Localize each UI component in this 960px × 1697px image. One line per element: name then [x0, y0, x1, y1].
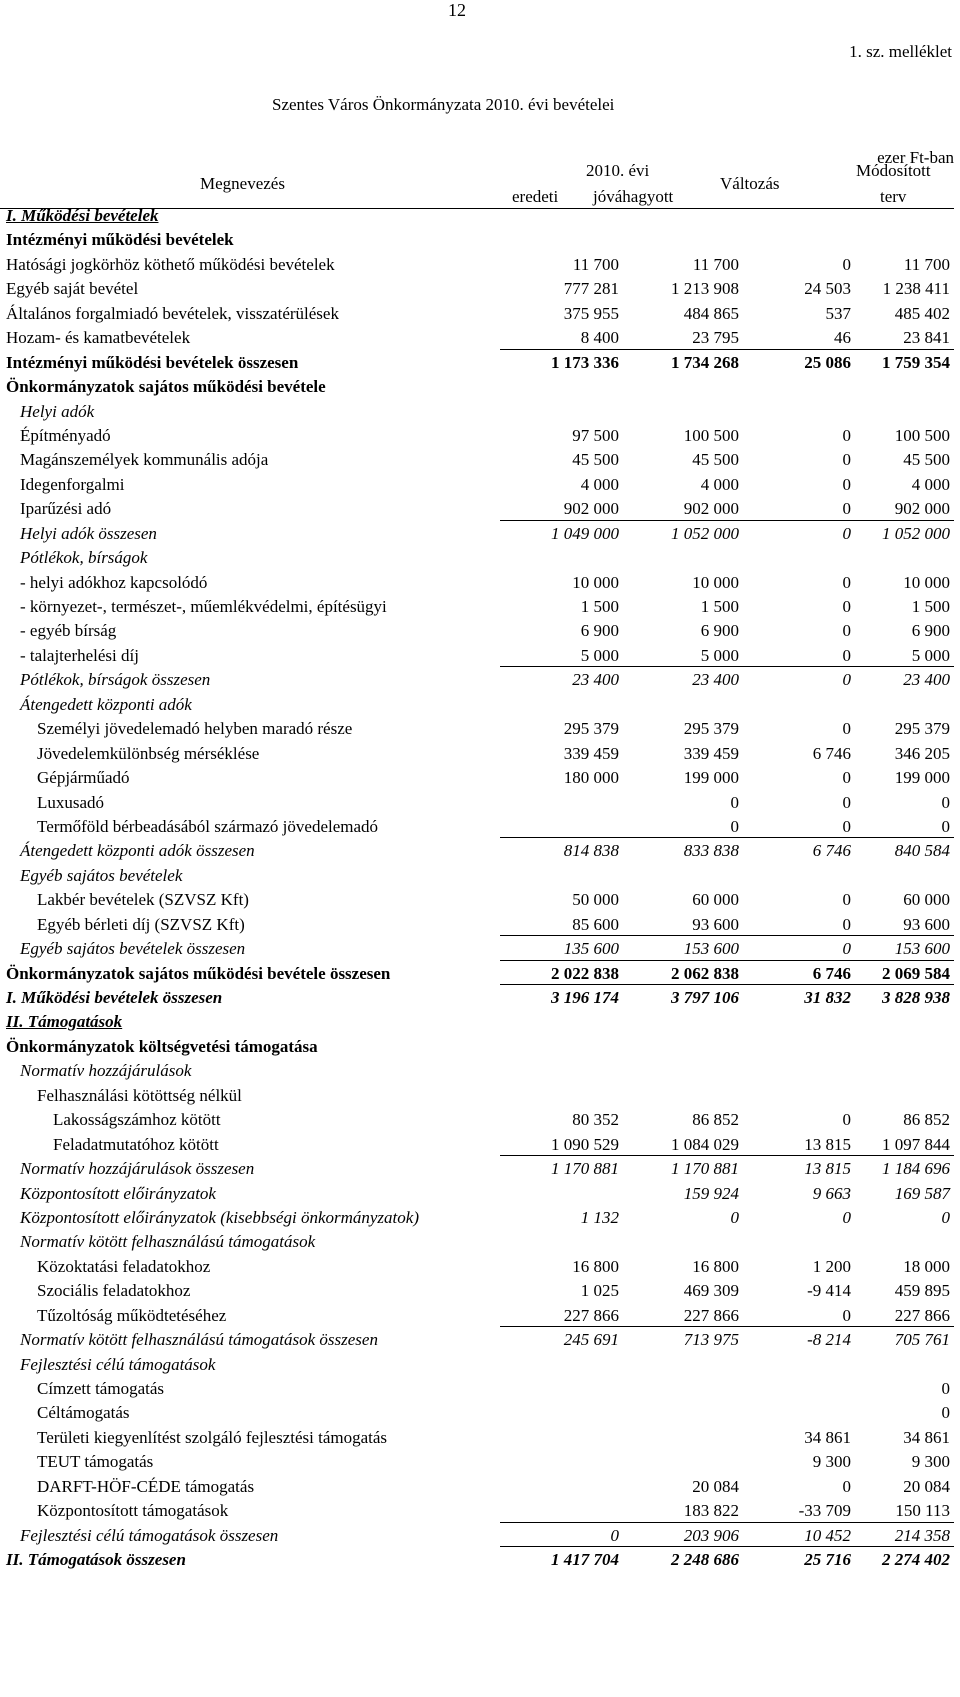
table-row — [0, 1084, 954, 1108]
cell-approved: 295 379 — [683, 719, 739, 739]
cell-original: 1 417 704 — [551, 1550, 619, 1570]
table-row — [0, 595, 954, 619]
row-label: Önkormányzatok sajátos működési bevétele összesen — [6, 963, 391, 983]
table-row — [0, 913, 954, 937]
subtotal-rule — [500, 349, 954, 350]
row-label: Helyi adók — [20, 401, 95, 421]
cell-modified: 20 084 — [903, 1476, 950, 1496]
cell-change: 0 — [842, 621, 851, 641]
cell-original: 1 170 881 — [551, 1159, 619, 1179]
table-row — [0, 1426, 954, 1450]
row-label: Normatív kötött felhasználású támogatások — [20, 1232, 316, 1252]
row-label: Intézményi működési bevételek összesen — [6, 352, 299, 372]
row-label: Hatósági jogkörhöz köthető működési bevételek — [6, 254, 335, 274]
table-row — [0, 204, 954, 228]
cell-original: 10 000 — [572, 572, 619, 592]
header-modified: Módosított — [856, 161, 931, 180]
cell-change: -8 214 — [807, 1330, 851, 1350]
row-label: Felhasználási kötöttség nélkül — [37, 1085, 242, 1105]
cell-change: 34 861 — [804, 1427, 851, 1447]
cell-original: 45 500 — [572, 450, 619, 470]
table-row — [0, 1524, 954, 1548]
cell-original: 2 022 838 — [551, 963, 619, 983]
cell-original: 295 379 — [563, 719, 619, 739]
cell-original: 50 000 — [572, 890, 619, 910]
cell-change: 46 — [834, 328, 851, 348]
table-row — [0, 1230, 954, 1254]
cell-change: 1 200 — [812, 1256, 851, 1276]
subtotal-rule — [500, 935, 954, 936]
cell-modified: 2 274 402 — [882, 1550, 950, 1570]
row-label: Szociális feladatokhoz — [37, 1281, 191, 1301]
row-label: - helyi adókhoz kapcsolódó — [20, 572, 208, 592]
row-label: Helyi adók összesen — [20, 523, 157, 543]
table-row — [0, 986, 954, 1010]
cell-original: 245 691 — [563, 1330, 619, 1350]
cell-modified: 5 000 — [911, 645, 950, 665]
cell-change: 0 — [842, 1207, 851, 1227]
cell-change: 0 — [842, 939, 851, 959]
row-label: Személyi jövedelemadó helyben maradó része — [37, 719, 353, 739]
cell-approved: 713 975 — [683, 1330, 739, 1350]
cell-modified: 227 866 — [894, 1305, 950, 1325]
revenue-table — [0, 204, 954, 1573]
cell-modified: 199 000 — [894, 768, 950, 788]
cell-modified: 4 000 — [911, 474, 950, 494]
header-change: Változás — [720, 174, 780, 193]
row-label: Lakosságszámhoz kötött — [53, 1110, 221, 1130]
header-original: eredeti — [512, 187, 559, 206]
row-label: Egyéb sajátos bevételek összesen — [20, 939, 246, 959]
table-row — [0, 326, 954, 350]
cell-modified: 6 900 — [911, 621, 950, 641]
cell-modified: 153 600 — [894, 939, 950, 959]
table-row — [0, 815, 954, 839]
row-label: Normatív hozzájárulások — [20, 1061, 192, 1081]
table-row — [0, 644, 954, 668]
cell-approved: 183 822 — [683, 1501, 739, 1521]
table-row — [0, 424, 954, 448]
cell-approved: 5 000 — [700, 645, 739, 665]
cell-change: 0 — [842, 768, 851, 788]
cell-approved: 469 309 — [683, 1281, 739, 1301]
subtotal-rule — [500, 1155, 954, 1156]
cell-approved: 100 500 — [683, 425, 739, 445]
header-modified-plan: terv — [880, 187, 907, 206]
cell-original: 97 500 — [572, 425, 619, 445]
row-label: Építményadó — [20, 425, 111, 445]
cell-modified: 3 828 938 — [882, 988, 950, 1007]
cell-modified: 34 861 — [903, 1427, 950, 1447]
row-label: Egyéb saját bevétel — [6, 279, 139, 299]
cell-approved: 1 500 — [700, 597, 739, 616]
cell-approved: 4 000 — [700, 474, 739, 494]
table-row — [0, 1133, 954, 1157]
cell-modified: 485 402 — [894, 303, 950, 323]
row-label: Központosított támogatások — [37, 1501, 229, 1521]
row-label: Önkormányzatok sajátos működési bevétele — [6, 377, 326, 397]
row-label: Átengedett központi adók összesen — [20, 841, 255, 861]
page-title: Szentes Város Önkormányzata 2010. évi bevételei — [272, 95, 615, 114]
cell-modified: 45 500 — [903, 450, 950, 470]
table-row — [0, 1328, 954, 1352]
cell-modified: 1 184 696 — [882, 1159, 950, 1179]
cell-change: 13 815 — [804, 1159, 851, 1179]
cell-modified: 295 379 — [894, 719, 950, 739]
row-label: Feladatmutatóhoz kötött — [53, 1134, 219, 1154]
table-row — [0, 1108, 954, 1132]
cell-approved: 203 906 — [683, 1525, 739, 1545]
cell-original: 227 866 — [563, 1305, 619, 1325]
cell-change: 0 — [842, 645, 851, 665]
annex-label: 1. sz. melléklet — [849, 42, 952, 61]
cell-approved: 16 800 — [692, 1256, 739, 1276]
row-label: Idegenforgalmi — [20, 474, 125, 494]
cell-approved: 1 084 029 — [671, 1134, 739, 1154]
cell-approved: 1 213 908 — [671, 279, 739, 299]
cell-approved: 1 170 881 — [671, 1159, 739, 1179]
table-row — [0, 742, 954, 766]
cell-change: 24 503 — [804, 279, 851, 299]
table-row — [0, 717, 954, 741]
cell-approved: 1 734 268 — [671, 352, 739, 372]
header-name: Megnevezés — [200, 174, 285, 193]
row-label: Céltámogatás — [37, 1403, 130, 1423]
cell-original: 339 459 — [563, 743, 619, 763]
cell-change: 6 746 — [812, 841, 851, 861]
cell-original: 1 173 336 — [551, 352, 619, 372]
row-label: Pótlékok, bírságok — [20, 548, 148, 568]
cell-approved: 23 400 — [692, 670, 739, 690]
cell-change: 0 — [842, 719, 851, 739]
table-row — [0, 839, 954, 863]
cell-modified: 459 895 — [894, 1281, 950, 1301]
cell-modified: 1 238 411 — [882, 279, 950, 299]
cell-modified: 2 069 584 — [882, 963, 950, 983]
cell-modified: 150 113 — [895, 1501, 950, 1521]
cell-approved: 60 000 — [692, 890, 739, 910]
cell-change: 6 746 — [812, 963, 851, 983]
cell-approved: 10 000 — [692, 572, 739, 592]
table-row — [0, 937, 954, 961]
cell-approved: 833 838 — [683, 841, 739, 861]
row-label: Általános forgalmiadó bevételek, visszatérülések — [6, 303, 339, 323]
cell-modified: 0 — [941, 1403, 950, 1423]
subtotal-rule — [500, 666, 954, 667]
cell-modified: 705 761 — [894, 1330, 950, 1350]
cell-modified: 11 700 — [903, 254, 950, 274]
row-label: II. Támogatások — [6, 1012, 123, 1032]
cell-modified: 100 500 — [894, 425, 950, 445]
cell-approved: 153 600 — [683, 939, 739, 959]
cell-original: 375 955 — [563, 303, 619, 323]
cell-change: 25 086 — [804, 352, 851, 372]
table-row — [0, 864, 954, 888]
row-label: Magánszemélyek kommunális adója — [20, 450, 269, 470]
table-row — [0, 1377, 954, 1401]
cell-modified: 93 600 — [903, 914, 950, 934]
cell-original: 3 196 174 — [551, 988, 619, 1007]
cell-change: 9 300 — [812, 1452, 851, 1472]
table-row — [0, 1206, 954, 1230]
table-row — [0, 1353, 954, 1377]
row-label: II. Támogatások összesen — [6, 1550, 186, 1570]
cell-original: 5 000 — [580, 645, 619, 665]
table-row — [0, 1182, 954, 1206]
row-label: I. Működési bevételek összesen — [6, 988, 223, 1007]
table-row — [0, 1035, 954, 1059]
cell-modified: 169 587 — [894, 1183, 950, 1203]
row-label: Luxusadó — [37, 792, 105, 812]
table-row — [0, 1450, 954, 1474]
row-label: Átengedett központi adók — [20, 694, 192, 714]
table-row — [0, 1255, 954, 1279]
row-label: Önkormányzatok költségvetési támogatása — [6, 1036, 318, 1056]
row-label: Fejlesztési célú támogatások — [20, 1354, 216, 1374]
cell-change: 31 832 — [804, 988, 851, 1007]
cell-change: 0 — [842, 890, 851, 910]
cell-change: 6 746 — [812, 743, 851, 763]
table-row — [0, 1475, 954, 1499]
cell-change: 13 815 — [804, 1134, 851, 1154]
table-row — [0, 400, 954, 424]
row-label: Tűzoltóság működtetéséhez — [37, 1305, 227, 1325]
cell-change: 25 716 — [804, 1550, 851, 1570]
cell-approved: 86 852 — [692, 1110, 739, 1130]
cell-modified: 346 205 — [894, 743, 950, 763]
cell-approved: 20 084 — [692, 1476, 739, 1496]
row-label: Gépjárműadó — [37, 768, 130, 788]
cell-approved: 45 500 — [692, 450, 739, 470]
cell-modified: 840 584 — [894, 841, 950, 861]
row-label: - talajterhelési díj — [20, 645, 139, 665]
unit-label: ezer Ft-ban — [877, 148, 954, 167]
table-row — [0, 693, 954, 717]
cell-approved: 6 900 — [700, 621, 739, 641]
table-row — [0, 302, 954, 326]
cell-change: 0 — [842, 425, 851, 445]
cell-change: 9 663 — [812, 1183, 851, 1203]
cell-approved: 2 062 838 — [671, 963, 739, 983]
row-label: Központosított előirányzatok (kisebbségi önkormányzatok) — [20, 1207, 419, 1227]
cell-original: 1 132 — [580, 1207, 619, 1227]
row-label: - környezet-, természet-, műemlékvédelmi, építésügyi — [20, 597, 387, 616]
cell-original: 0 — [610, 1525, 619, 1545]
cell-modified: 1 052 000 — [882, 523, 950, 543]
cell-change: 0 — [842, 1476, 851, 1496]
table-row — [0, 1401, 954, 1425]
cell-modified: 902 000 — [894, 499, 950, 519]
cell-modified: 214 358 — [894, 1525, 950, 1545]
cell-modified: 0 — [941, 1207, 950, 1227]
header-approved: jóváhagyott — [593, 187, 674, 206]
cell-modified: 9 300 — [911, 1452, 950, 1472]
cell-approved: 484 865 — [683, 303, 739, 323]
cell-change: 0 — [842, 816, 851, 836]
table-row — [0, 1010, 954, 1034]
cell-approved: 199 000 — [683, 768, 739, 788]
table-row — [0, 1059, 954, 1083]
cell-original: 1 500 — [580, 597, 619, 616]
cell-change: 537 — [825, 303, 851, 323]
cell-change: 0 — [842, 792, 851, 812]
header-year: 2010. évi — [586, 161, 650, 180]
cell-modified: 1 097 844 — [882, 1134, 950, 1154]
subtotal-rule — [500, 1326, 954, 1327]
cell-modified: 60 000 — [903, 890, 950, 910]
table-row — [0, 522, 954, 546]
table-row — [0, 228, 954, 252]
cell-original: 16 800 — [572, 1256, 619, 1276]
cell-original: 6 900 — [580, 621, 619, 641]
table-row — [0, 497, 954, 521]
row-label: Jövedelemkülönbség mérséklése — [37, 743, 260, 763]
cell-change: 0 — [842, 450, 851, 470]
row-label: Címzett támogatás — [37, 1379, 164, 1398]
row-label: Termőföld bérbeadásából származó jövedelemadó — [37, 816, 379, 836]
cell-approved: 227 866 — [683, 1305, 739, 1325]
table-row — [0, 791, 954, 815]
cell-modified: 18 000 — [903, 1256, 950, 1276]
row-label: Területi kiegyenlítést szolgáló fejlesztési támogatás — [37, 1427, 388, 1447]
row-label: Iparűzési adó — [20, 499, 112, 519]
cell-change: 0 — [842, 670, 851, 690]
table-row — [0, 619, 954, 643]
row-label: Egyéb sajátos bevételek — [20, 865, 183, 885]
cell-approved: 0 — [730, 1207, 739, 1227]
cell-modified: 0 — [941, 1379, 950, 1398]
cell-modified: 1 500 — [911, 597, 950, 616]
cell-change: 0 — [842, 474, 851, 494]
table-row — [0, 962, 954, 986]
cell-approved: 902 000 — [683, 499, 739, 519]
row-label: Egyéb bérleti díj (SZVSZ Kft) — [37, 914, 245, 934]
table-row — [0, 571, 954, 595]
table-row — [0, 351, 954, 375]
cell-modified: 10 000 — [903, 572, 950, 592]
table-row — [0, 1279, 954, 1303]
cell-change: 0 — [842, 254, 851, 274]
cell-approved: 0 — [730, 792, 739, 812]
row-label: Normatív hozzájárulások összesen — [20, 1159, 255, 1179]
cell-approved: 339 459 — [683, 743, 739, 763]
table-row — [0, 668, 954, 692]
cell-change: 0 — [842, 572, 851, 592]
cell-modified: 0 — [941, 816, 950, 836]
cell-modified: 23 841 — [903, 328, 950, 348]
subtotal-rule — [500, 1522, 954, 1523]
cell-approved: 2 248 686 — [671, 1550, 739, 1570]
cell-change: 0 — [842, 597, 851, 616]
cell-original: 1 090 529 — [551, 1134, 619, 1154]
table-row — [0, 1499, 954, 1523]
cell-original: 85 600 — [572, 914, 619, 934]
cell-modified: 86 852 — [903, 1110, 950, 1130]
table-row — [0, 888, 954, 912]
cell-original: 4 000 — [580, 474, 619, 494]
row-label: Közoktatási feladatokhoz — [37, 1256, 211, 1276]
row-label: DARFT-HÖF-CÉDE támogatás — [37, 1476, 255, 1496]
row-label: TEUT támogatás — [37, 1452, 154, 1472]
cell-approved: 23 795 — [692, 328, 739, 348]
table-row — [0, 277, 954, 301]
cell-change: 0 — [842, 499, 851, 519]
cell-original: 1 025 — [580, 1281, 619, 1301]
cell-approved: 1 052 000 — [671, 523, 739, 543]
table-row — [0, 1304, 954, 1328]
cell-approved: 11 700 — [692, 254, 739, 274]
cell-change: -33 709 — [798, 1501, 851, 1521]
subtotal-rule — [500, 960, 954, 961]
row-label: Hozam- és kamatbevételek — [6, 328, 191, 348]
table-row — [0, 1548, 954, 1572]
cell-original: 902 000 — [563, 499, 619, 519]
row-label: Fejlesztési célú támogatások összesen — [20, 1525, 279, 1545]
subtotal-rule — [500, 520, 954, 521]
row-label: Normatív kötött felhasználású támogatások összesen — [20, 1330, 378, 1350]
cell-modified: 0 — [941, 792, 950, 812]
row-label: - egyéb bírság — [20, 621, 117, 641]
page-number: 12 — [448, 0, 466, 20]
cell-modified: 23 400 — [903, 670, 950, 690]
row-label: Intézményi működési bevételek — [6, 230, 234, 250]
cell-original: 814 838 — [563, 841, 619, 861]
cell-original: 777 281 — [563, 279, 619, 299]
cell-approved: 159 924 — [683, 1183, 739, 1203]
row-label: Lakbér bevételek (SZVSZ Kft) — [37, 890, 249, 910]
cell-original: 8 400 — [580, 328, 619, 348]
table-row — [0, 473, 954, 497]
cell-change: 0 — [842, 523, 851, 543]
cell-original: 80 352 — [572, 1110, 619, 1130]
subtotal-rule — [500, 984, 954, 985]
cell-change: 10 452 — [804, 1525, 851, 1545]
row-label: Pótlékok, bírságok összesen — [20, 670, 211, 690]
cell-original: 23 400 — [572, 670, 619, 690]
table-row — [0, 375, 954, 399]
cell-approved: 0 — [730, 816, 739, 836]
cell-original: 135 600 — [563, 939, 619, 959]
cell-original: 1 049 000 — [551, 523, 619, 543]
cell-change: 0 — [842, 1305, 851, 1325]
cell-change: 0 — [842, 1110, 851, 1130]
row-label: Központosított előirányzatok — [20, 1183, 216, 1203]
table-row — [0, 766, 954, 790]
table-row — [0, 546, 954, 570]
cell-modified: 1 759 354 — [882, 352, 950, 372]
table-row — [0, 448, 954, 472]
cell-approved: 93 600 — [692, 914, 739, 934]
table-row — [0, 1157, 954, 1181]
cell-change: 0 — [842, 914, 851, 934]
subtotal-rule — [500, 837, 954, 838]
cell-original: 180 000 — [563, 768, 619, 788]
subtotal-rule — [500, 1546, 954, 1547]
cell-approved: 3 797 106 — [671, 988, 739, 1007]
cell-original: 11 700 — [572, 254, 619, 274]
row-label: I. Működési bevételek — [6, 206, 159, 225]
cell-change: -9 414 — [807, 1281, 851, 1301]
table-row — [0, 253, 954, 277]
